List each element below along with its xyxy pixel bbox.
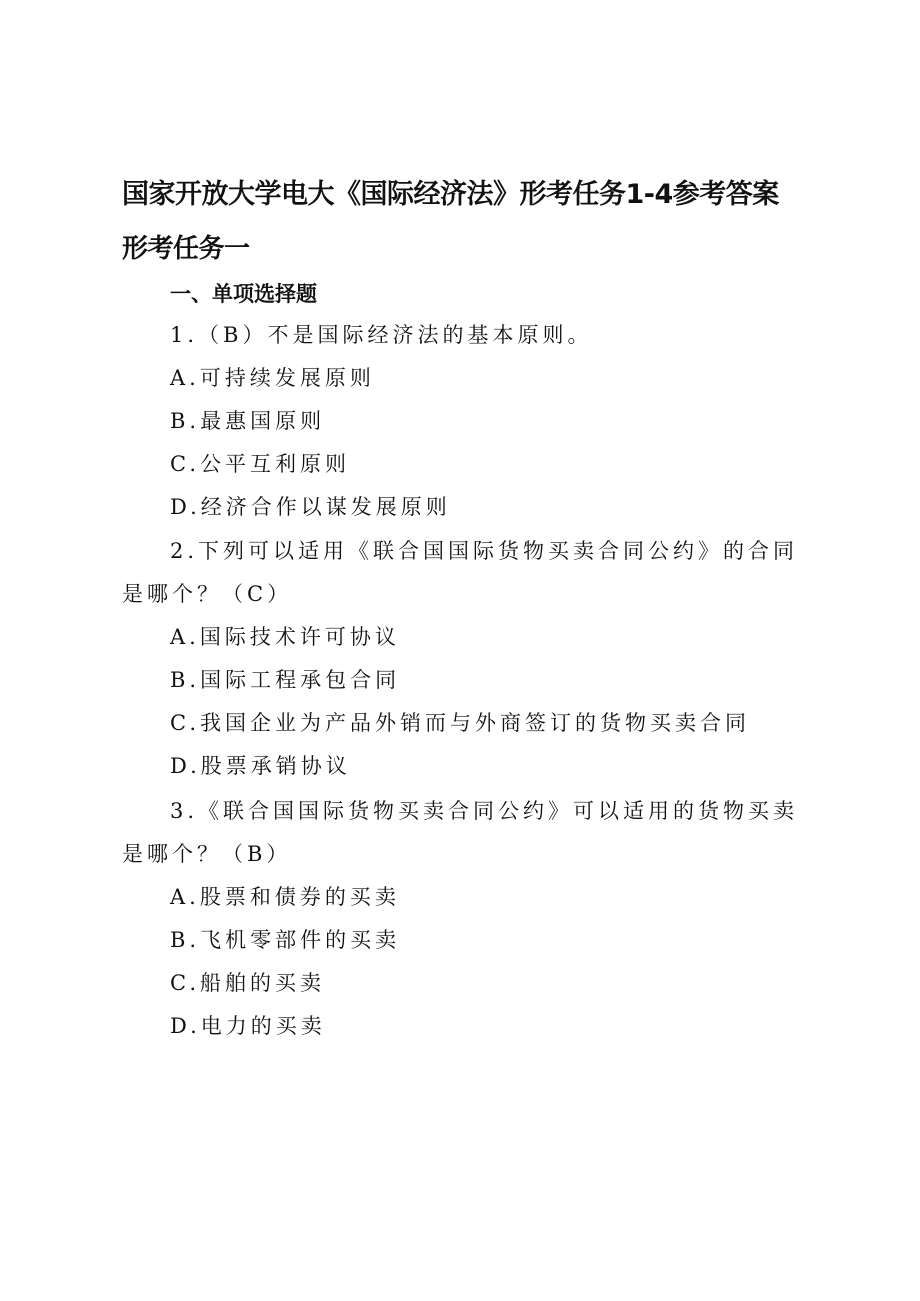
option-d: D.经济合作以谋发展原则	[170, 495, 451, 519]
question-text: 1.（B）不是国际经济法的基本原则。	[170, 323, 593, 347]
task-title: 形考任务一	[122, 234, 250, 264]
option-c: C.我国企业为产品外销而与外商签订的货物买卖合同	[170, 711, 750, 735]
question-2	[122, 530, 812, 788]
option-c: C.公平互利原则	[170, 452, 350, 476]
option-d: D.股票承销协议	[170, 754, 351, 778]
option-d: D.电力的买卖	[170, 1014, 326, 1038]
option-a: A.股票和债券的买卖	[170, 885, 400, 909]
question-text: 2.下列可以适用《联合国国际货物买卖合同公约》的合同是哪个？（C）	[122, 539, 799, 606]
option-b: B.飞机零部件的买卖	[170, 928, 401, 952]
question-1	[122, 314, 812, 529]
option-c: C.船舶的买卖	[170, 971, 325, 995]
option-b: B.最惠国原则	[170, 409, 326, 433]
option-a: A.可持续发展原则	[170, 366, 375, 390]
question-3	[122, 790, 812, 1048]
option-b: B.国际工程承包合同	[170, 668, 401, 692]
question-text: 3.《联合国国际货物买卖合同公约》可以适用的货物买卖是哪个？（B）	[122, 799, 799, 866]
option-a: A.国际技术许可协议	[170, 625, 400, 649]
section-title: 一、单项选择题	[170, 282, 317, 306]
document-title: 国家开放大学电大《国际经济法》形考任务1-4参考答案	[122, 179, 779, 210]
